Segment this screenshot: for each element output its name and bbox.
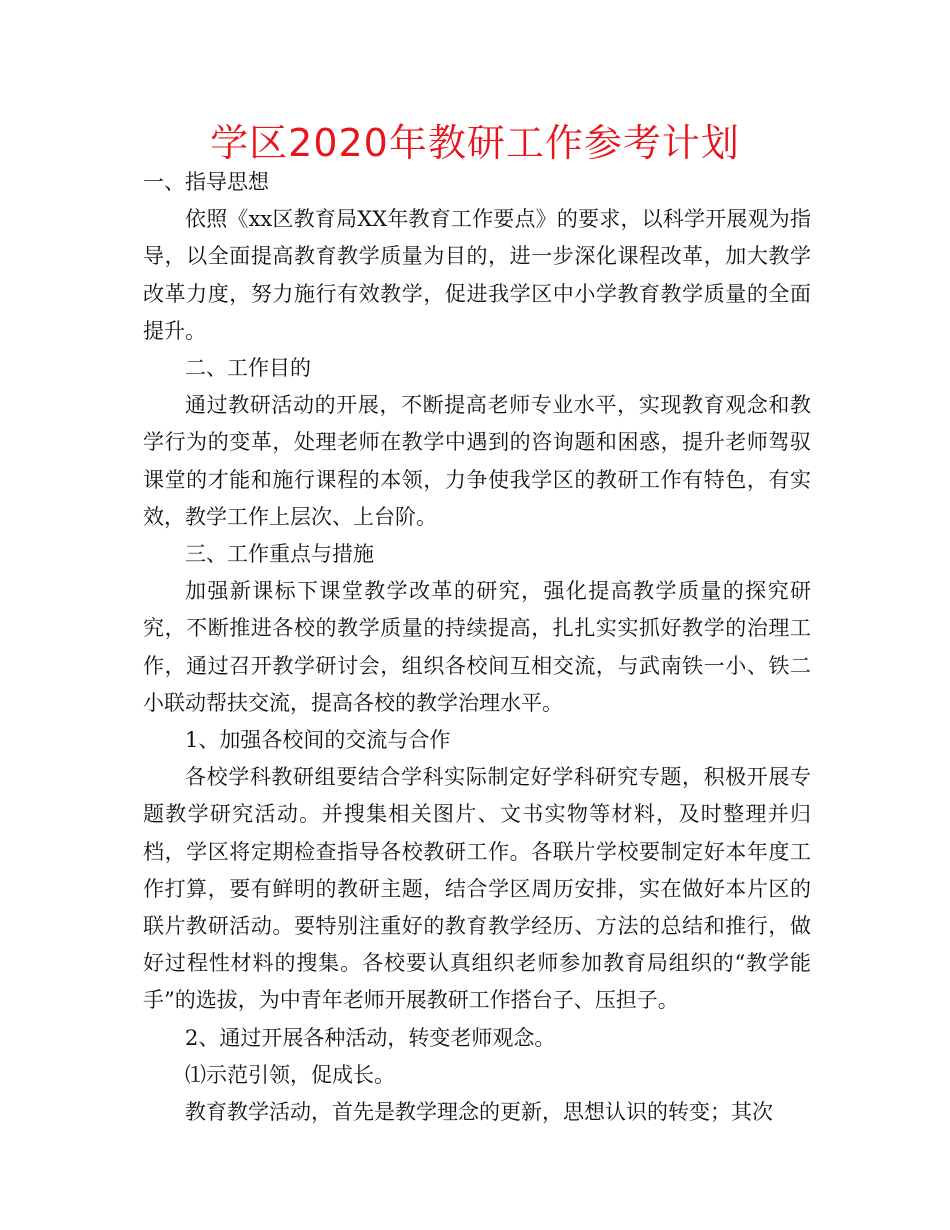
paragraph: 各校学科教研组要结合学科实际制定好学科研究专题，积极开展专题教学研究活动。并搜集相关图片、文书实物等材料，及时整理并归档，学区将定期检查指导各校教研工作。各联片学校要制定好本年度工作打算，要有鲜明的教研主题，结合学区周历安排，实在做好本片区的联片教研活动。要特别注重好的教育教学经历、方法的总结和推行，做好过程性材料的搜集。各校要认真组织老师参加教育局组织的“教学能手”的选拔，为中青年老师开展教研工作搭台子、压担子。 [143,765,811,1013]
section-heading: 三、工作重点与措施 [185,542,374,567]
paragraph: 通过教研活动的开展，不断提高老师专业水平，实现教育观念和教学行为的变革，处理老师在教学中遇到的咨询题和困惑，提升老师驾驭课堂的才能和施行课程的本领，力争使我学区的教研工作有特色，有实效，教学工作上层次、上台阶。 [143,393,811,529]
paragraph: 加强新课标下课堂教学改革的研究，强化提高教学质量的探究研究，不断推进各校的教学质量的持续提高，扎扎实实抓好教学的治理工作，通过召开教学研讨会，组织各校间互相交流，与武南铁一小、铁二小联动帮扶交流，提高各校的教学治理水平。 [143,579,811,715]
document-body [143,164,811,1131]
subsection-heading: 1、加强各校间的交流与合作 [185,728,451,753]
subsection-heading: 2、通过开展各种活动，转变老师观念。 [185,1025,556,1050]
document-title: 学区2020年教研工作参考计划 [210,121,740,165]
section-heading: 一、指导思想 [143,170,269,194]
paragraph: 教育教学活动，首先是教学理念的更新，思想认识的转变；其次 [185,1100,773,1125]
subsection-heading: ⑴示范引领，促成长。 [185,1062,395,1087]
section-heading: 二、工作目的 [185,356,311,381]
paragraph: 依照《xx区教育局XX年教育工作要点》的要求，以科学开展观为指导，以全面提高教育教学质量为目的，进一步深化课程改革，加大教学改革力度，努力施行有效教学，促进我学区中小学教育教学质量的全面提升。 [143,207,811,343]
